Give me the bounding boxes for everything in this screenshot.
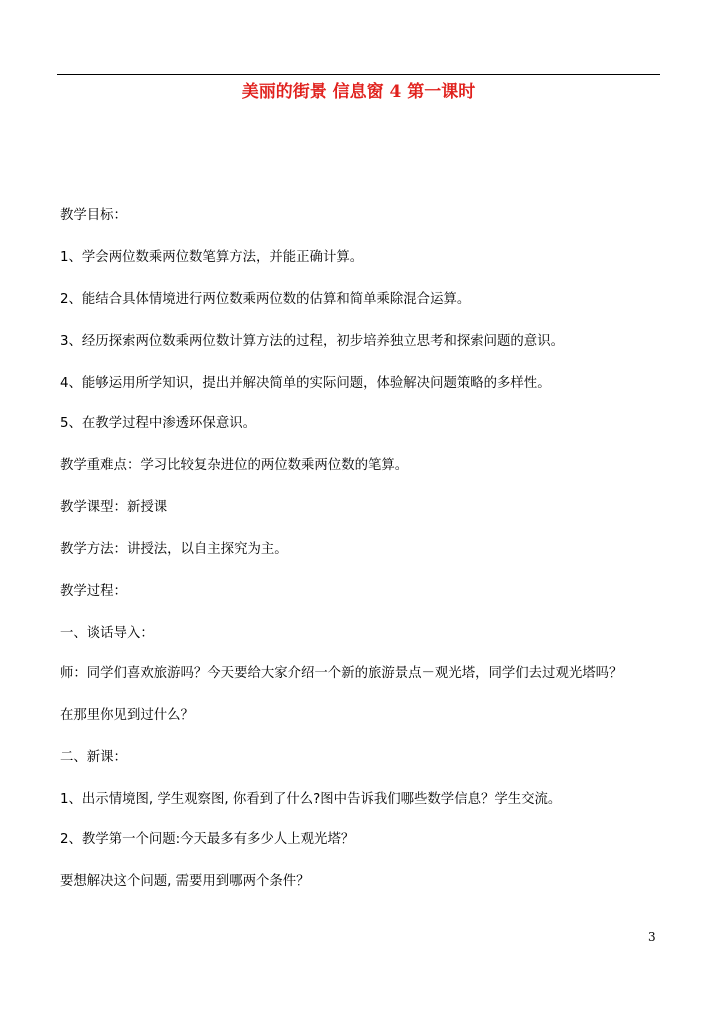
key-difficulty: 教学重难点：学习比较复杂进位的两位数乘两位数的笔算。	[60, 458, 409, 473]
lesson-type: 教学课型：新授课	[60, 500, 168, 515]
section-heading-objectives: 教学目标：	[60, 208, 127, 223]
page-number: 3	[648, 930, 656, 944]
page-title: 美丽的街景 信息窗 4 第一课时	[241, 82, 476, 102]
new-lesson-question: 要想解决这个问题, 需要用到哪两个条件？	[60, 874, 310, 889]
objective-4: 4、能够运用所学知识，提出并解决简单的实际问题，体验解决问题策略的多样性。	[60, 376, 551, 391]
objective-2: 2、能结合具体情境进行两位数乘两位数的估算和简单乘除混合运算。	[60, 292, 471, 307]
teaching-method: 教学方法：讲授法，以自主探究为主。	[60, 542, 288, 557]
step-new-lesson-heading: 二、新课：	[60, 750, 127, 765]
step-intro-heading: 一、谈话导入：	[60, 626, 154, 641]
teacher-line-1: 师：同学们喜欢旅游吗？今天要给大家介绍一个新的旅游景点－观光塔，同学们去过观光塔吗？	[60, 666, 623, 681]
objective-5: 5、在教学过程中渗透环保意识。	[60, 416, 256, 431]
objective-3: 3、经历探索两位数乘两位数计算方法的过程，初步培养独立思考和探索问题的意识。	[60, 334, 564, 349]
new-lesson-item-1: 1、出示情境图, 学生观察图, 你看到了什么?图中告诉我们哪些数学信息？学生交流。	[60, 792, 562, 807]
objective-1: 1、学会两位数乘两位数笔算方法，并能正确计算。	[60, 250, 364, 265]
header-rule	[57, 74, 660, 75]
teacher-line-2: 在那里你见到过什么？	[60, 708, 194, 723]
new-lesson-item-2: 2、教学第一个问题:今天最多有多少人上观光塔？	[60, 832, 355, 847]
section-heading-process: 教学过程：	[60, 584, 127, 599]
